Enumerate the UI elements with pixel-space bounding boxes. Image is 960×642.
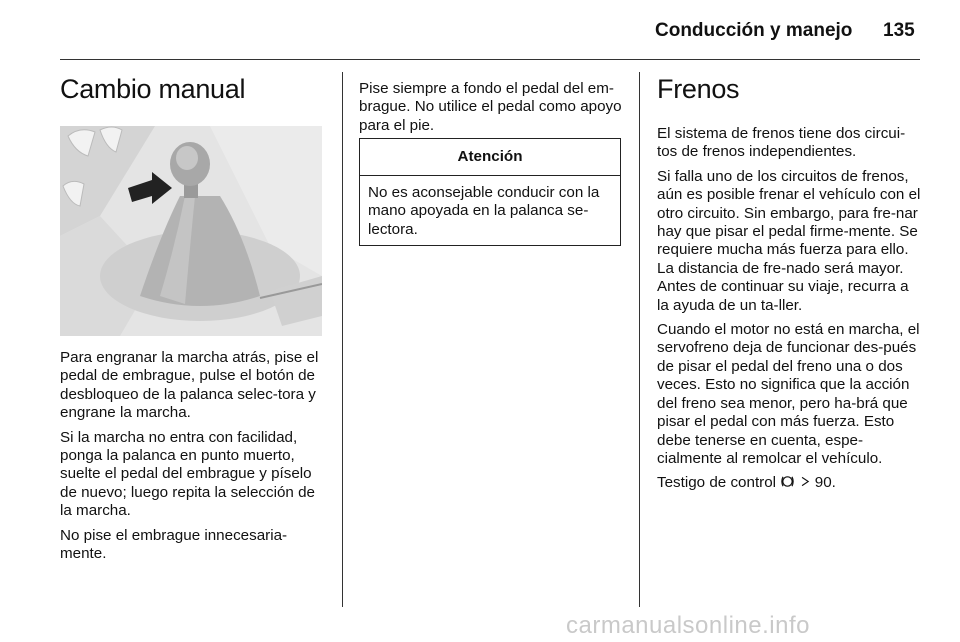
section-heading-brakes: Frenos — [657, 74, 740, 104]
paragraph-brake-circuits: El sistema de frenos tiene dos circui-tos de frenos independientes. — [657, 125, 906, 161]
brake-warning-icon — [780, 474, 795, 489]
control-light-reference — [657, 474, 923, 492]
notice-body: No es aconsejable conducir con la mano apoyada en la palanca se-lectora. — [368, 184, 600, 238]
paragraph-clutch-advice: No pise el embrague innecesaria-mente. — [60, 526, 288, 563]
clutch-pedal-text — [359, 80, 625, 141]
control-light-page-ref[interactable]: 90. — [814, 474, 836, 492]
paragraph-gear-difficulty: Si la marcha no entra con facilidad, ponga la palanca en punto muerto, suelte el pedal del embrague y píselo de nuevo; luego repita la selección de la marcha. — [60, 428, 315, 520]
section-heading-manual-gearbox: Cambio manual — [60, 74, 246, 104]
brakes-text — [657, 125, 923, 499]
column-divider-left — [342, 72, 343, 607]
gear-shift-lever-illustration — [60, 126, 322, 336]
section-title: Conducción y manejo — [655, 20, 853, 41]
paragraph-circuit-failure: Si falla uno de los circuitos de frenos, aún es posible frenar el vehículo con el otro circuito. Sin embargo, para fre-nar hay que pisar el pedal firme-mente. Se requiere mucha más fuerza para ello. La distancia de fre-nado será mayor. Antes de continuar su viaje, recurra a la ayuda de un ta-ller. — [657, 167, 921, 314]
watermark: carmanualsonline.info — [566, 612, 810, 639]
notice-box — [359, 138, 621, 246]
header-divider — [60, 59, 920, 60]
paragraph-clutch-pedal: Pise siempre a fondo el pedal del em-brague. No utilice el pedal como apoyo para el pie. — [359, 80, 622, 134]
control-light-label: Testigo de control — [657, 474, 777, 492]
notice-title: Atención — [360, 139, 620, 176]
paragraph-servo-brake: Cuando el motor no está en marcha, el servofreno deja de funcionar des-pués de pisar el pedal del freno una o dos veces. Esto no significa que la acción del freno sea menor, pero ha-brá que pisar el pedal con más fuerza. Esto debe tenerse en cuenta, espe-cialmente al remolcar el vehículo. — [657, 321, 920, 467]
manual-gearbox-text — [60, 349, 328, 569]
page-reference-arrow-icon — [800, 474, 811, 489]
page-number: 135 — [883, 20, 915, 41]
paragraph-reverse-gear: Para engranar la marcha atrás, pise el pedal de embrague, pulse el botón de desbloqueo de la palanca selec-tora y engrane la marcha. — [60, 349, 319, 422]
column-divider-right — [639, 72, 640, 607]
gear-shift-figure — [60, 126, 322, 336]
